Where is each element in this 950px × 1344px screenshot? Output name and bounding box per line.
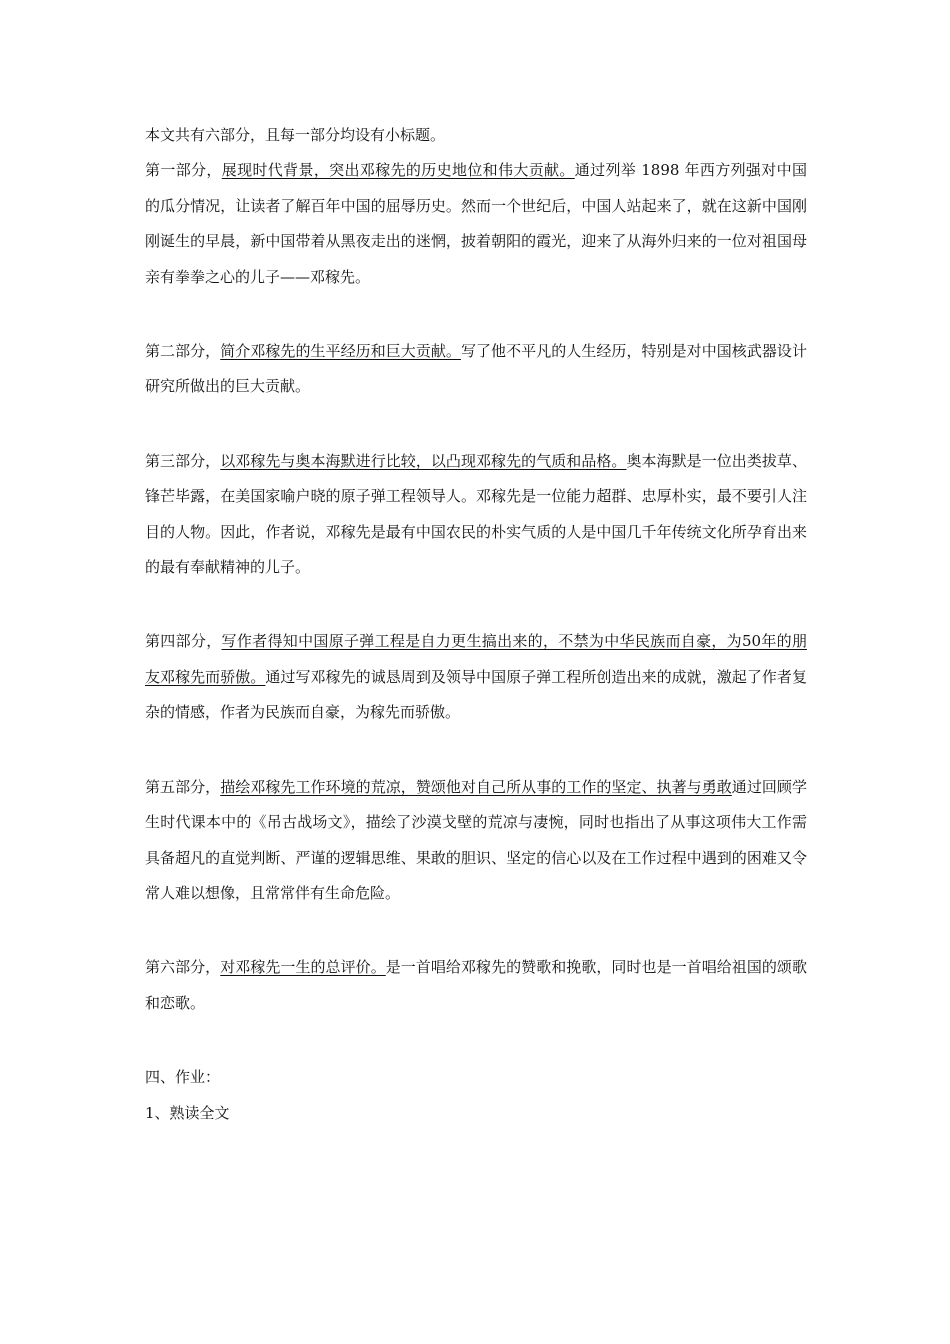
part-1-paragraph	[145, 153, 807, 295]
homework-item-1: 1、熟读全文	[145, 1103, 230, 1122]
part-5-paragraph	[145, 770, 807, 912]
part-4-label: 第四部分，	[145, 632, 222, 651]
homework-heading: 四、作业：	[145, 1068, 221, 1087]
part-4-body: 通过写邓稼先的诚恳周到及领导中国原子弹工程所创造出来的成就，激起了作者复杂的情感，作者为民族而自豪，为稼先而骄傲。	[145, 667, 807, 722]
part-5-title: 描绘邓稼先工作环境的荒凉，赞颂他对自己所从事的工作的坚定、执著与勇敢	[220, 777, 732, 796]
part-2-title: 简介邓稼先的生平经历和巨大贡献。	[220, 342, 461, 361]
spacer	[145, 585, 807, 624]
intro-paragraph: 本文共有六部分，且每一部分均设有小标题。	[145, 126, 446, 144]
part-4-title: 写作者得知中国原子弹工程是自力更生搞出来的，不禁为中华民族而自豪，为50年的朋友邓稼先而骄傲。	[145, 632, 807, 686]
part-3-title: 以邓稼先与奥本海默进行比较，以凸现邓稼先的气质和品格。	[220, 451, 627, 470]
spacer	[145, 295, 807, 334]
part-1-label: 第一部分，	[145, 161, 222, 180]
part-3-body: 奥本海默是一位出类拔草、锋芒毕露，在美国家喻户晓的原子弹工程领导人。邓稼先是一位能力超群、忠厚朴实，最不要引人注目的人物。因此，作者说，邓稼先是最有中国农民的朴实气质的人是中国几千年传统文化所孕育出来的最有奉献精神的儿子。	[145, 451, 807, 577]
part-6-label: 第六部分，	[145, 958, 221, 977]
spacer	[145, 731, 807, 770]
spacer	[145, 911, 807, 950]
part-5-body: 通过回顾学生时代课本中的《吊古战场文》，描绘了沙漠戈壁的荒凉与凄惋，同时也指出了从事这项伟大工作需具备超凡的直觉判断、严谨的逻辑思维、果敢的胆识、坚定的信心以及在工作过程中遇到的困难又令常人难以想像，且常常伴有生命危险。	[145, 777, 807, 902]
part-5-label: 第五部分，	[145, 777, 221, 796]
part-6-body: 是一首唱给邓稼先的赞歌和挽歌，同时也是一首唱给祖国的颂歌和恋歌。	[145, 958, 807, 1012]
part-2-body: 写了他不平凡的人生经历，特别是对中国核武器设计研究所做出的巨大贡献。	[145, 342, 807, 396]
spacer	[145, 1021, 807, 1060]
part-4-paragraph	[145, 624, 807, 730]
part-1-title: 展现时代背景，突出邓稼先的历史地位和伟大贡献。	[221, 161, 575, 180]
part-2-paragraph	[145, 334, 807, 405]
part-3-label: 第三部分，	[145, 451, 221, 470]
part-2-label: 第二部分，	[145, 342, 221, 361]
part-6-title: 对邓稼先一生的总评价。	[220, 958, 386, 977]
part-6-paragraph	[145, 950, 807, 1021]
spacer	[145, 405, 807, 444]
part-1-body: 通过列举 1898 年西方列强对中国的瓜分情况，让读者了解百年中国的屈辱历史。然而一个世纪后，中国人站起来了，就在这新中国刚刚诞生的早晨，新中国带着从黑夜走出的迷惘，披着朝阳的霞光，迎来了从海外归来的一位对祖国母亲有拳拳之心的儿子——邓稼先。	[145, 161, 807, 286]
part-3-paragraph	[145, 444, 807, 586]
document-body	[145, 118, 807, 1131]
